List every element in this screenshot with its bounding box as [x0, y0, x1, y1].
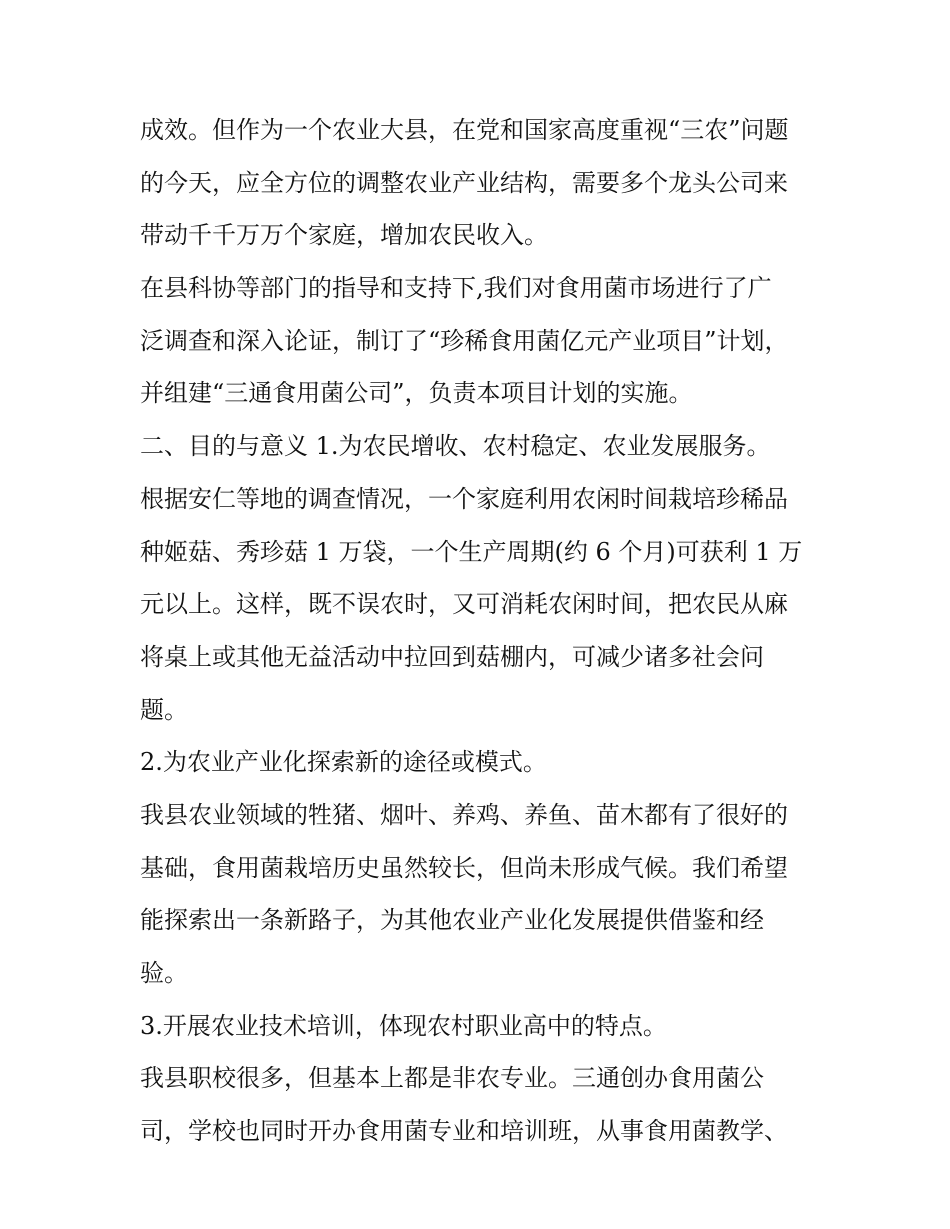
text-line: 的今天，应全方位的调整农业产业结构，需要多个龙头公司来 — [140, 168, 788, 197]
text-line: 元以上。这样，既不误农时，又可消耗农闲时间，把农民从麻 — [140, 590, 788, 619]
text-line: 种姬菇、秀珍菇 1 万袋，一个生产周期(约 6 个月)可获利 1 万 — [140, 537, 803, 566]
text-line: 题。 — [140, 695, 188, 724]
text-line: 在县科协等部门的指导和支持下,我们对食用菌市场进行了广 — [140, 274, 772, 303]
text-line: 能探索出一条新路子，为其他农业产业化发展提供借鉴和经 — [140, 906, 764, 935]
text-line: 并组建“三通食用菌公司”，负责本项目计划的实施。 — [140, 379, 693, 408]
subsection-heading: 2.为农业产业化探索新的途径或模式。 — [140, 748, 547, 777]
document-body — [140, 104, 820, 1158]
text-line: 基础，食用菌栽培历史虽然较长，但尚未形成气候。我们希望 — [140, 853, 788, 882]
section-heading: 二、目的与意义 1.为农民增收、农村稳定、农业发展服务。 — [140, 432, 771, 461]
text-line: 带动千千万万个家庭，增加农民收入。 — [140, 221, 548, 250]
text-line: 将桌上或其他无益活动中拉回到菇棚内，可减少诸多社会问 — [140, 642, 764, 671]
text-line: 我县职校很多，但基本上都是非农专业。三通创办食用菌公 — [140, 1064, 764, 1093]
text-line: 我县农业领域的牲猪、烟叶、养鸡、养鱼、苗木都有了很好的 — [140, 800, 788, 829]
text-line: 成效。但作为一个农业大县，在党和国家高度重视“三农”问题 — [140, 116, 789, 144]
subsection-heading: 3.开展农业技术培训，体现农村职业高中的特点。 — [140, 1011, 667, 1040]
text-line: 根据安仁等地的调查情况，一个家庭利用农闲时间栽培珍稀品 — [140, 484, 788, 513]
text-line: 司，学校也同时开办食用菌专业和培训班，从事食用菌教学、 — [140, 1117, 788, 1146]
text-line: 泛调查和深入论证，制订了“珍稀食用菌亿元产业项目”计划， — [140, 326, 789, 355]
text-line: 验。 — [140, 959, 188, 987]
